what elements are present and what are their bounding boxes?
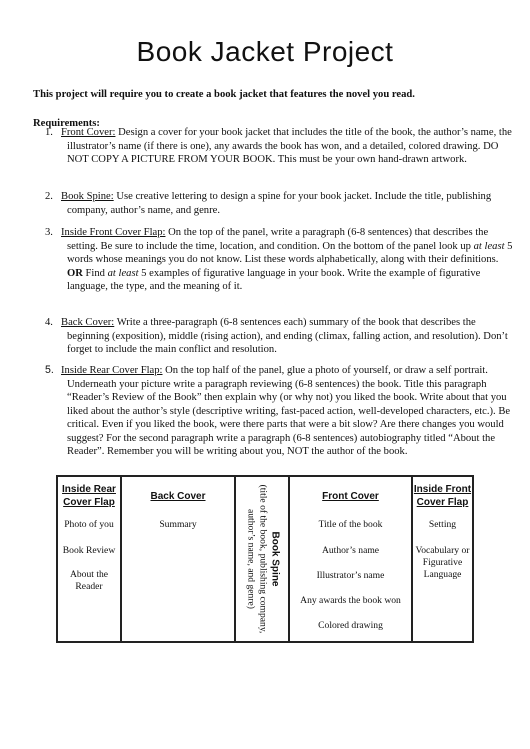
panel-item: Illustrator’s name [316, 570, 385, 581]
spine-title: Book Spine [269, 531, 281, 587]
requirements-heading: Requirements: [33, 118, 100, 129]
requirement-text: Write a three-paragraph (6-8 sentences each) summary of the book that describes the beginning (exposition), middle (rising action), and ending (climax, falling action, and resolution). Don’t forget to include the main conflict and resolution. [67, 317, 508, 355]
requirement-front-cover [33, 126, 513, 167]
page-title: Book Jacket Project [136, 36, 394, 67]
requirement-book-spine [33, 190, 513, 217]
requirement-text: On the top half of the panel, glue a photo of yourself, or draw a self portrait. Underneath your picture write a paragraph reviewing (6-8 sentences) the book. Title this paragraph “Reader’s Review of the Book” then explain why (or why not) you liked the book. Write about that you liked about the author’s style (descriptive writing, fast-paced action, well-developed characters, etc.). Be critical. Even if you liked the book, were there parts that were a bit slow? Are there changes you would suggest? For the second paragraph write a paragraph (6-8 sentences) autobiography titled “About the Reader”. Remember you will be writing about you, NOT the author of the book. [67, 365, 511, 457]
panel-inside-rear-flap [58, 477, 122, 641]
requirement-text: 5 words whose meanings you do not know. List these words alphabetically, along with their definitions. [67, 240, 513, 265]
intro-text: This project will require you to create a book jacket that features the novel you read. [33, 89, 415, 100]
panel-back-cover [122, 477, 236, 641]
panel-title: Back Cover [150, 491, 206, 502]
panel-item: Vocabulary or Figurative Language [415, 545, 470, 580]
requirement-text: Use creative lettering to design a spine for your book jacket. Include the title, publishing company, author’s name, and genre. [67, 191, 492, 216]
requirement-text: On the top of the panel, write a paragraph (6-8 sentences) that describes the setting. Be sure to include the time, location, and condition. On the bottom of the panel look up [67, 227, 489, 252]
emphasis-text: at least [473, 240, 505, 252]
requirement-lead: Book Spine: [61, 191, 114, 202]
panel-item: Author’s name [321, 545, 380, 556]
requirement-lead: Inside Rear Cover Flap: [61, 365, 163, 376]
panel-title: Front Cover [322, 491, 379, 502]
panel-item: Book Review [62, 545, 116, 556]
emphasis-text: at least [107, 267, 139, 279]
requirement-number: 5. [45, 364, 54, 376]
requirement-inside-rear-flap [33, 364, 513, 459]
requirement-text: Design a cover for your book jacket that includes the title of the book, the author’s name, the illustrator’s name (if there is one), any awards the book has won, and a detailed, colored drawing. DO NOT COPY A PICTURE FROM YOUR BOOK. This must be your own hand-drawn artwork. [67, 127, 512, 165]
panel-item: Any awards the book won [300, 595, 401, 606]
panel-item: Photo of you [64, 519, 114, 530]
requirement-number: 2. [45, 191, 53, 202]
panel-item: Title of the book [318, 519, 383, 530]
requirement-text: Find [82, 267, 108, 279]
requirement-back-cover [33, 316, 513, 357]
requirement-inside-front-flap [33, 226, 513, 294]
spine-subtitle: (title of the book, publishing company, author’s name, and genre) [245, 484, 269, 634]
panel-item: Colored drawing [318, 620, 383, 631]
book-jacket-diagram [56, 475, 474, 643]
requirement-lead: Inside Front Cover Flap: [61, 227, 166, 238]
panel-item: Summary [159, 519, 197, 530]
bold-text: OR [67, 267, 83, 279]
requirement-text: 5 examples of figurative language in your book. Write the example of figurative language, the type, and the meaning of it. [67, 267, 481, 292]
panel-item: Setting [428, 519, 457, 530]
panel-title: Inside Front Cover Flap [413, 484, 472, 508]
panel-inside-front-flap [413, 477, 472, 641]
requirement-number: 3. [45, 227, 53, 238]
panel-book-spine [236, 477, 290, 641]
requirement-lead: Front Cover: [61, 127, 116, 138]
requirement-number: 1. [45, 127, 53, 138]
requirement-lead: Back Cover: [61, 317, 115, 328]
panel-item: About the Reader [69, 569, 109, 592]
panel-title: Inside Rear Cover Flap [62, 484, 116, 508]
panel-front-cover [290, 477, 413, 641]
requirement-number: 4. [45, 317, 53, 328]
